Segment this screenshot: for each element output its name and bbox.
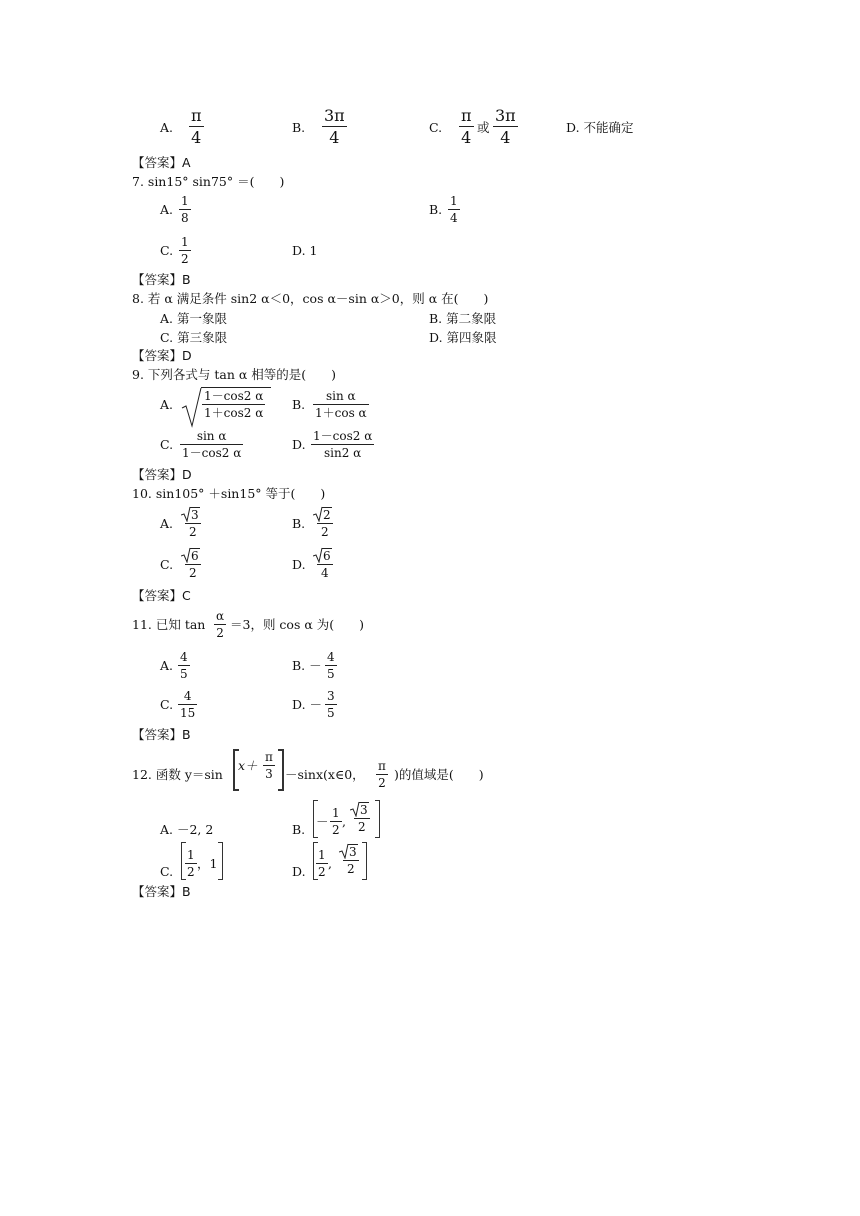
sqrt-sign-icon xyxy=(181,386,203,428)
q7-stem: 7. sin15° sin75° ＝( ) xyxy=(132,174,285,189)
q8-option-c: C. 第三象限 xyxy=(160,330,228,345)
q12-option-c-rest: ，1 xyxy=(197,856,218,871)
q11-option-a-fraction: 4 5 xyxy=(180,650,188,681)
q11-option-a-label: A. xyxy=(160,658,174,673)
q12-option-d-fraction-1: 1 2 xyxy=(318,848,326,879)
right-bracket-icon xyxy=(218,842,223,880)
q7-option-b-label: B. xyxy=(429,202,443,217)
q12-stem-x: x＋ xyxy=(238,758,258,773)
q11-option-b-label: B. － xyxy=(292,658,322,673)
q9-stem: 9. 下列各式与 tan α 相等的是( ) xyxy=(132,367,337,382)
q9-option-c-fraction: sin α 1－cos2 α xyxy=(182,429,242,460)
q12-stem-post: )的值域是( ) xyxy=(394,767,484,782)
q10-answer: 【答案】C xyxy=(132,588,191,603)
q9-option-d-label: D. xyxy=(292,437,306,452)
q12-option-b-fraction-2: 3 2 xyxy=(354,803,370,834)
q11-answer: 【答案】B xyxy=(132,727,191,742)
q10-option-a-fraction: 3 2 xyxy=(185,508,201,539)
q12-stem-fraction-2: π 2 xyxy=(378,759,386,790)
q7-option-a-label: A. xyxy=(160,202,174,217)
q6-option-c-or: 或 xyxy=(477,120,490,135)
q9-option-b-fraction: sin α 1＋cos α xyxy=(315,389,367,420)
q9-answer: 【答案】D xyxy=(132,467,192,482)
q6-option-b-fraction: 3π 4 xyxy=(324,106,345,147)
q11-stem-pre: 11. 已知 tan xyxy=(132,617,206,632)
q9-radical-bar xyxy=(201,387,271,388)
q12-option-c-label: C. xyxy=(160,864,174,879)
q12-option-b-label: B. xyxy=(292,822,306,837)
q10-stem: 10. sin105° ＋sin15° 等于( ) xyxy=(132,486,326,501)
q9-option-b-label: B. xyxy=(292,397,306,412)
q11-option-c-label: C. xyxy=(160,697,174,712)
q11-option-d-fraction: 3 5 xyxy=(327,689,335,720)
q10-option-b-label: B. xyxy=(292,516,306,531)
q12-option-c-fraction: 1 2 xyxy=(187,848,195,879)
q6-option-c-label: C. xyxy=(429,120,443,135)
q8-stem: 8. 若 α 满足条件 sin2 α＜0，cos α－sin α＞0，则 α 在( ) xyxy=(132,291,489,306)
q12-stem-fraction-1: π 3 xyxy=(265,750,273,781)
q8-answer: 【答案】D xyxy=(132,348,192,363)
q6-option-d: D. 不能确定 xyxy=(566,120,634,135)
q6-answer: 【答案】A xyxy=(132,155,191,170)
q7-option-a-fraction: 1 8 xyxy=(181,194,189,225)
q7-answer: 【答案】B xyxy=(132,272,191,287)
q12-option-d-comma: , xyxy=(328,856,332,871)
q12-option-b-fraction-1: 1 2 xyxy=(332,806,340,837)
right-bracket-icon xyxy=(362,842,367,880)
q10-option-d-label: D. xyxy=(292,557,306,572)
q11-option-b-fraction: 4 5 xyxy=(327,650,335,681)
q9-option-c-label: C. xyxy=(160,437,174,452)
q9-option-d-fraction: 1－cos2 α sin2 α xyxy=(313,429,373,460)
q6-option-a-label: A. xyxy=(160,120,174,135)
q6-option-c-fraction-2: 3π 4 xyxy=(495,106,516,147)
q10-option-a-label: A. xyxy=(160,516,174,531)
q11-option-c-fraction: 4 15 xyxy=(180,689,196,720)
q6-option-b-label: B. xyxy=(292,120,306,135)
q10-option-d-fraction: 6 4 xyxy=(317,549,333,580)
q10-option-c-label: C. xyxy=(160,557,174,572)
q7-option-d: D. 1 xyxy=(292,243,318,258)
q12-option-d-label: D. xyxy=(292,864,306,879)
q12-option-a: A. －2, 2 xyxy=(160,822,214,837)
q12-option-b-minus: － xyxy=(316,814,329,829)
q6-option-a-fraction: π 4 xyxy=(191,106,202,147)
q12-answer: 【答案】B xyxy=(132,884,191,899)
q10-option-b-fraction: 2 2 xyxy=(317,508,333,539)
q11-option-d-label: D. － xyxy=(292,697,323,712)
q9-option-a-fraction: 1－cos2 α 1＋cos2 α xyxy=(204,389,264,420)
q8-option-a: A. 第一象限 xyxy=(160,311,227,326)
q6-option-c-fraction-1: π 4 xyxy=(461,106,472,147)
q12-option-b-comma: , xyxy=(342,814,346,829)
q7-option-c-label: C. xyxy=(160,243,174,258)
q12-stem-mid: －sinx(x∈0， xyxy=(285,767,365,782)
right-bracket-icon xyxy=(375,800,380,838)
q11-stem-post: ＝3，则 cos α 为( ) xyxy=(230,617,365,632)
q8-option-d: D. 第四象限 xyxy=(429,330,497,345)
q11-stem-fraction: α 2 xyxy=(216,609,225,640)
q12-stem-pre: 12. 函数 y＝sin xyxy=(132,767,223,782)
right-bracket-icon xyxy=(278,749,284,791)
q12-option-d-fraction-2: 3 2 xyxy=(343,845,359,876)
q10-option-c-fraction: 6 2 xyxy=(185,549,201,580)
q7-option-b-fraction: 1 4 xyxy=(450,194,458,225)
q7-option-c-fraction: 1 2 xyxy=(181,235,189,266)
q8-option-b: B. 第二象限 xyxy=(429,311,497,326)
q9-option-a-label: A. xyxy=(160,397,174,412)
